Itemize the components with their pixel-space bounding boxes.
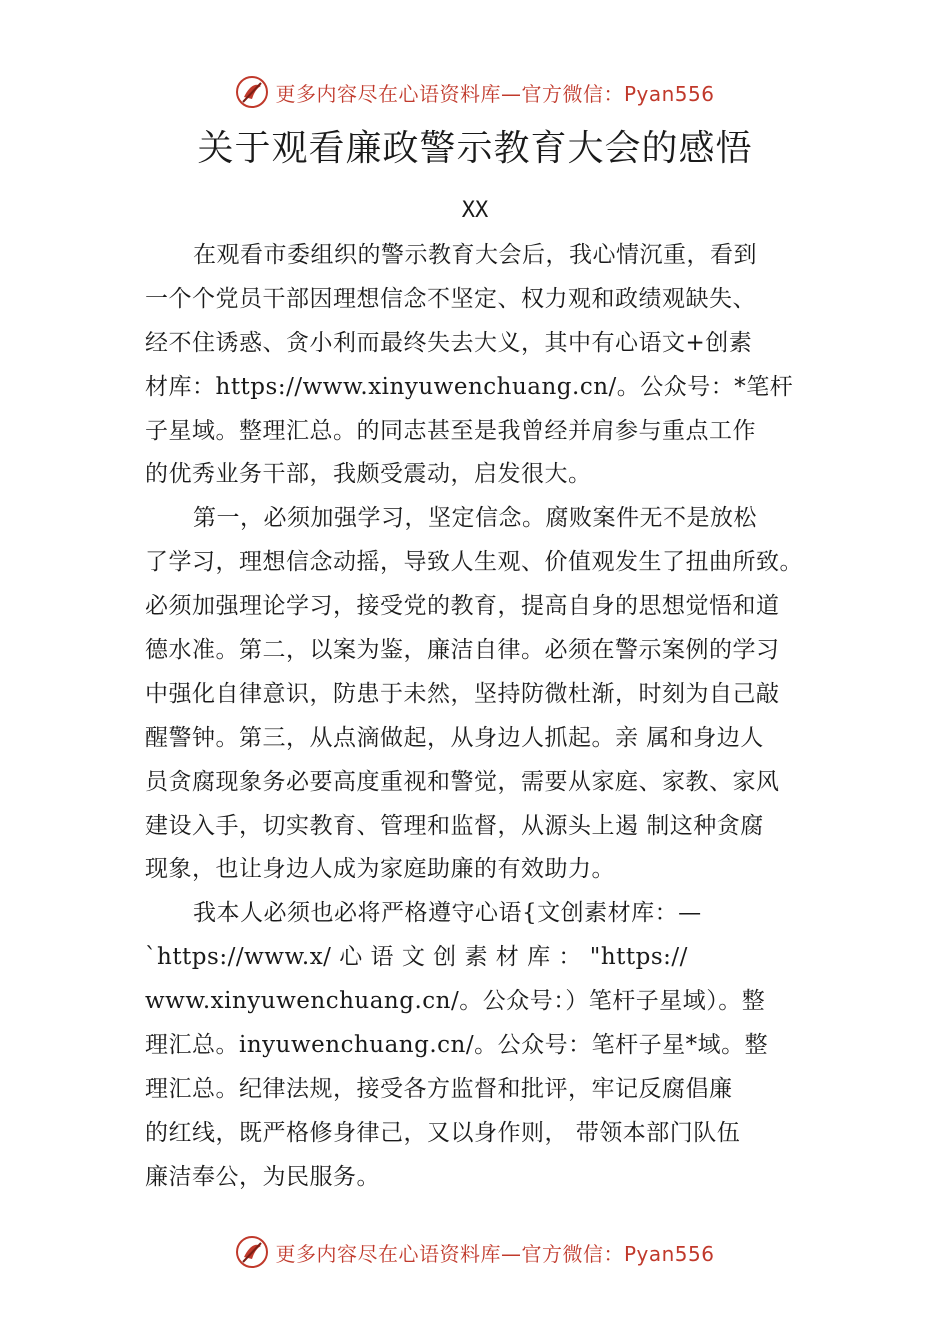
- body-line: 理汇总。纪律法规，接受各方监督和批评，牢记反腐倡廉: [145, 1075, 733, 1102]
- body-line: 廉洁奉公，为民服务。: [145, 1163, 380, 1190]
- body-line: www.xinyuwenchuang.cn/。公众号：）笔杆子星域）。整: [145, 988, 766, 1015]
- body-line: 在观看市委组织的警示教育大会后，我心情沉重，看到: [193, 242, 757, 268]
- body-line: 我本人必须也必将严格遵守心语{文创素材库：—: [193, 900, 702, 927]
- body-line: 的优秀业务干部，我颇受震动，启发很大。: [145, 461, 592, 488]
- document-author: XX: [461, 198, 489, 223]
- document-body: [145, 234, 845, 1200]
- body-line: 材库：https://www.xinyuwenchuang.cn/。公众号：*笔杆: [145, 373, 794, 400]
- footer-banner-text: 更多内容尽在心语资料库—官方微信：Pyan556: [275, 1241, 715, 1266]
- brand-logo-icon: [235, 1235, 269, 1269]
- body-line: 一个个党员干部因理想信念不坚定、权力观和政绩观缺失、: [145, 285, 756, 312]
- body-line: `https://www.x/ 心 语 文 创 素 材 库 ： "https://: [145, 944, 688, 971]
- body-line: 经不住诱惑、贪小利而最终失去大义，其中有心语文+创素: [145, 329, 753, 356]
- body-line: 第一，必须加强学习，坚定信念。腐败案件无不是放松: [193, 505, 757, 532]
- body-line: 子星域。整理汇总。的同志甚至是我曾经并肩参与重点工作: [145, 417, 756, 444]
- body-line: 现象，也让身边人成为家庭助廉的有效助力。: [145, 856, 615, 883]
- footer-banner: [0, 1232, 950, 1272]
- body-line: 中强化自律意识，防患于未然，坚持防微杜渐，时刻为自己敲: [145, 680, 780, 707]
- body-line: 理汇总。inyuwenchuang.cn/。公众号：笔杆子星*域。整: [145, 1032, 769, 1059]
- body-line: 建设入手，切实教育、管理和监督，从源头上遏 制这种贪腐: [145, 812, 764, 839]
- document-title: 关于观看廉政警示教育大会的感悟: [197, 128, 753, 169]
- brand-logo-icon: [235, 75, 269, 109]
- header-banner: [0, 72, 950, 112]
- body-line: 员贪腐现象务必要高度重视和警觉，需要从家庭、家教、家风: [145, 768, 780, 795]
- body-line: 的红线，既严格修身律己，又以身作则， 带领本部门队伍: [145, 1119, 741, 1146]
- body-line: 德水准。第二，以案为鉴，廉洁自律。必须在警示案例的学习: [145, 637, 780, 664]
- body-line: 了学习，理想信念动摇，导致人生观、价值观发生了扭曲所致。: [145, 549, 803, 576]
- header-banner-text: 更多内容尽在心语资料库—官方微信：Pyan556: [275, 81, 715, 106]
- body-line: 必须加强理论学习，接受党的教育，提高自身的思想觉悟和道: [145, 593, 780, 620]
- body-line: 醒警钟。第三，从点滴做起，从身边人抓起。亲 属和身边人: [145, 724, 764, 751]
